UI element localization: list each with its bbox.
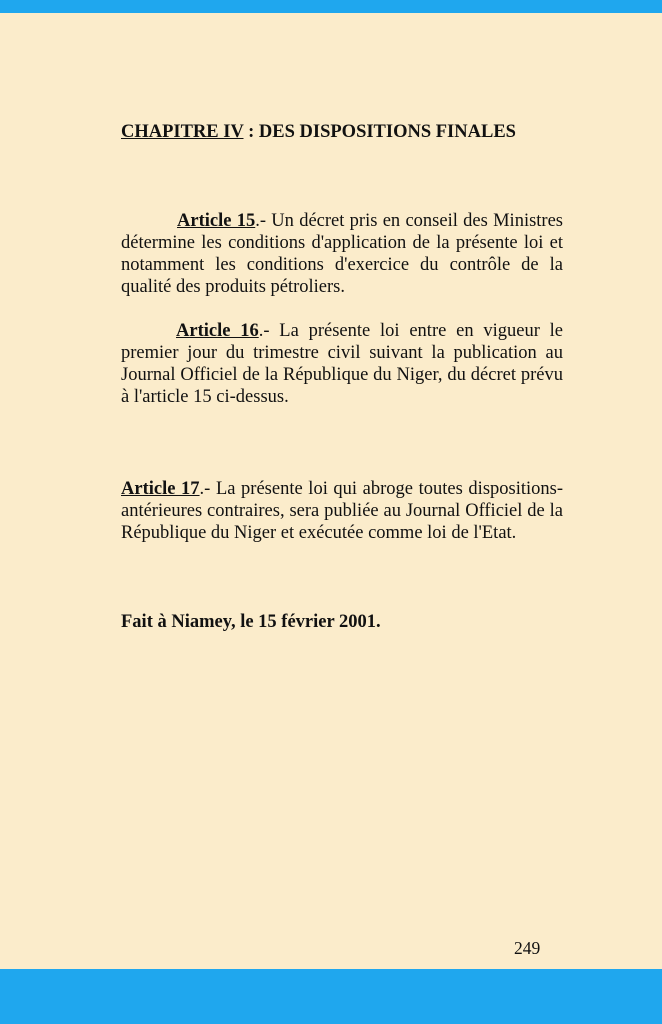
article-15-body: .- Un décret pris en conseil des Ministres détermine les conditions d'application de la présente loi et notamment les conditions d'exercice du contrôle de la qualité des produits pétroliers. <box>121 211 564 297</box>
article-16-body: .- La présente loi entre en vigueur le premier jour du trimestre civil suivant la publication au Journal Officiel de la République du Niger, du décret prévu à l'article 15 ci-dessus. <box>121 321 564 407</box>
article-16-paragraph <box>121 320 563 408</box>
chapter-label: CHAPITRE IV <box>121 122 244 142</box>
article-15-paragraph <box>121 210 563 298</box>
chapter-title: : DES DISPOSITIONS FINALES <box>243 122 516 142</box>
article-15-label: Article 15 <box>177 211 256 231</box>
top-color-band <box>0 0 662 13</box>
signature-line: Fait à Niamey, le 15 février 2001. <box>121 612 381 632</box>
article-17-body: .- La présente loi qui abroge toutes dispositions- antérieures contraires, sera publiée au Journal Officiel de la République du Niger et exécutée comme loi de l'Etat. <box>121 479 563 543</box>
chapter-heading <box>121 121 563 143</box>
article-16-label: Article 16 <box>176 321 259 341</box>
article-17-paragraph <box>121 478 563 544</box>
bottom-color-band <box>0 969 662 1024</box>
page-number: 249 <box>514 938 541 958</box>
article-17-label: Article 17 <box>121 479 200 499</box>
